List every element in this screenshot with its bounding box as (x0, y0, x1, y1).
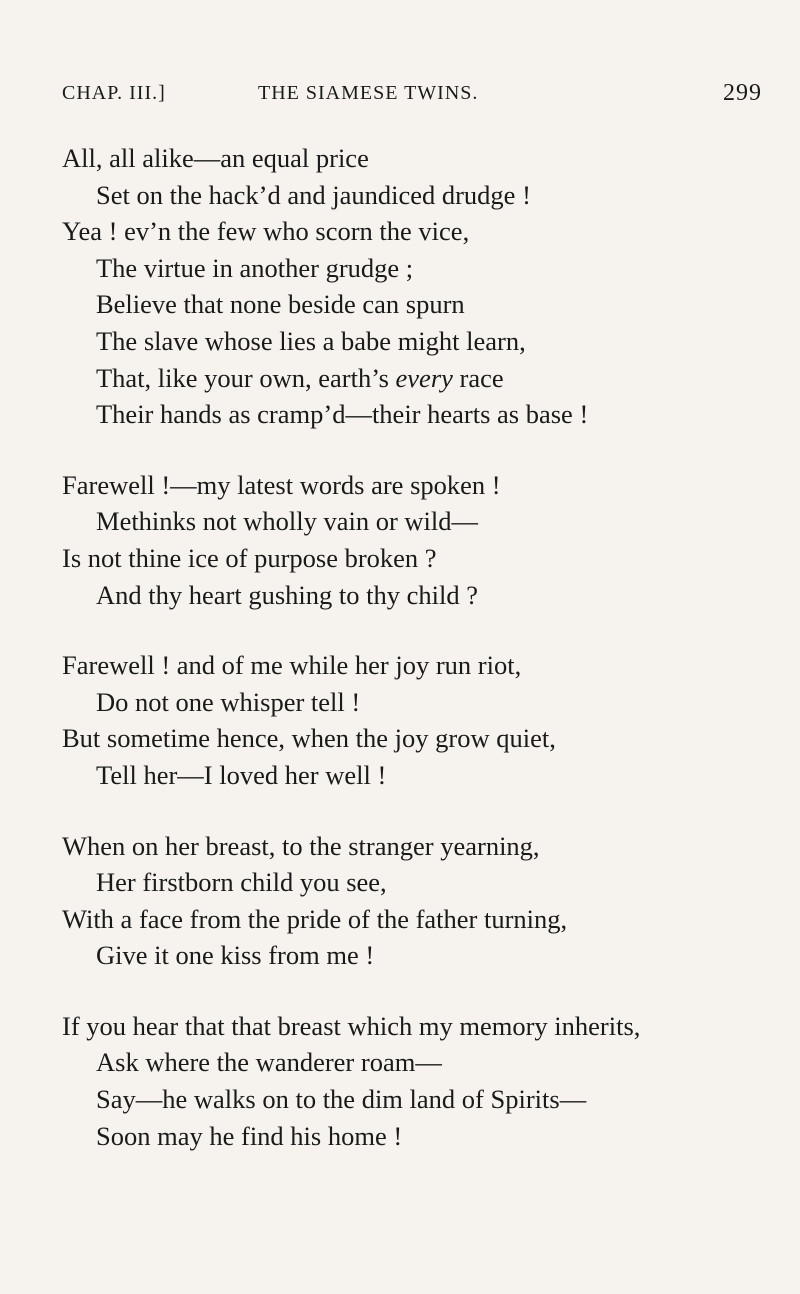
stanza (62, 140, 800, 433)
line-text: That, like your own, earth’s (96, 362, 396, 393)
poem-line: Tell her—I loved her well ! (96, 759, 387, 790)
poem-line: Is not thine ice of purpose broken ? (62, 542, 437, 573)
emphasized-word: every (395, 362, 453, 393)
line-text: race (452, 362, 504, 393)
poem-line: Say—he walks on to the dim land of Spirits— (96, 1084, 587, 1115)
poem-line: Their hands as cramp’d—their hearts as base ! (96, 399, 589, 430)
poem-line: Farewell ! and of me while her joy run riot, (62, 650, 522, 681)
stanza (62, 1008, 800, 1154)
running-title: THE SIAMESE TWINS. (258, 82, 479, 104)
poem (62, 140, 800, 1188)
poem-line: With a face from the pride of the father turning, (62, 903, 568, 934)
poem-line: All, all alike—an equal price (62, 143, 369, 173)
poem-line: If you hear that that breast which my memory inherits, (62, 1010, 641, 1041)
poem-line: Methinks not wholly vain or wild— (96, 506, 479, 537)
poem-line: Her firstborn child you see, (96, 867, 387, 898)
poem-line: And thy heart gushing to thy child ? (96, 579, 478, 610)
poem-line: Give it one kiss from me ! (96, 940, 375, 971)
stanza (62, 647, 800, 793)
poem-line: Ask where the wanderer roam— (96, 1047, 442, 1078)
poem-line: The virtue in another grudge ; (96, 252, 414, 283)
running-header (62, 80, 762, 114)
page-number: 299 (723, 80, 762, 106)
stanza (62, 467, 800, 613)
poem-line: Do not one whisper tell ! (96, 686, 361, 717)
poem-line: Believe that none beside can spurn (96, 289, 465, 320)
poem-line: But sometime hence, when the joy grow quiet, (62, 723, 556, 754)
poem-line: The slave whose lies a babe might learn, (96, 325, 526, 356)
poem-line: Yea ! ev’n the few who scorn the vice, (62, 216, 470, 247)
poem-line: Farewell !—my latest words are spoken ! (62, 469, 501, 500)
poem-line (62, 360, 800, 397)
chapter-label: CHAP. III.] (62, 82, 166, 104)
poem-line: When on her breast, to the stranger yearning, (62, 830, 540, 861)
poem-line: Set on the hack’d and jaundiced drudge ! (96, 179, 531, 210)
poem-line: Soon may he find his home ! (96, 1120, 403, 1151)
stanza (62, 828, 800, 974)
